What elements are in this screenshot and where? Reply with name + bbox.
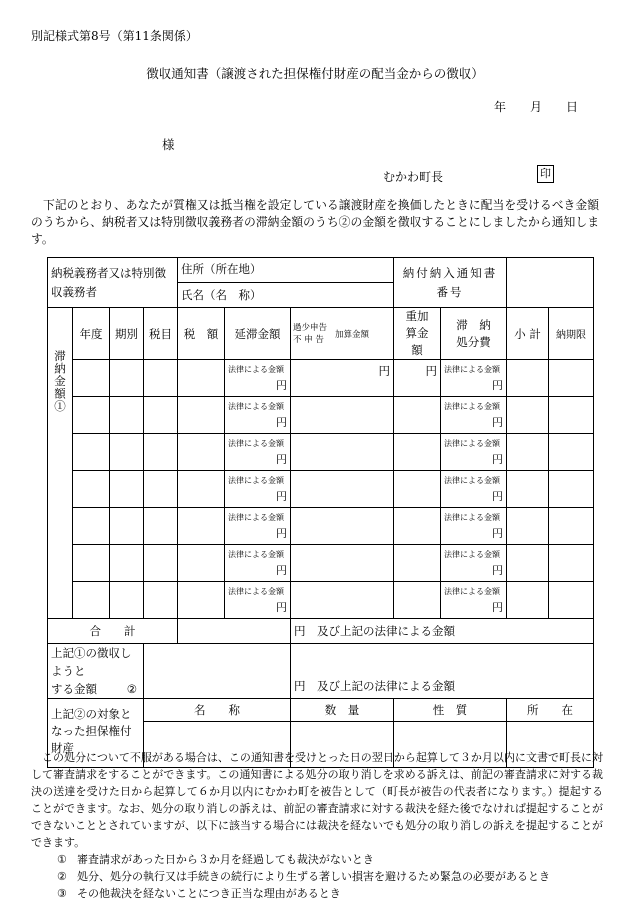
cell-heavy-additional[interactable] [394,545,441,582]
cell-additional[interactable] [291,360,394,397]
cell-late-fee[interactable] [225,434,291,471]
cell-additional[interactable] [291,397,394,434]
cell-tax-amount[interactable] [178,582,225,619]
collect-label-line1: 上記①の徴収しようと [51,646,132,678]
col-disposal-fee-label: 滞 納処分費 [456,317,491,349]
cell-additional[interactable] [291,508,394,545]
legal-amount-note: 法律による金額 [228,512,284,522]
cell-heavy-additional[interactable] [394,397,441,434]
col-collateral-nature: 性 質 [394,699,507,722]
name-label: 氏名（名 称） [181,288,262,302]
col-collateral-qty: 数 量 [291,699,394,722]
cell-deadline[interactable] [549,508,594,545]
taxpayer-label: 納税義務者又は特別徴収義務者 [51,265,166,299]
notes-list [31,851,603,902]
cell-late-fee[interactable] [225,508,291,545]
col-collateral-name: 名 称 [144,699,291,722]
intro-text: 下記のとおり、あなたが質権又は抵当権を設定している譲渡財産を換価したときに配当を受けるべき金額のうちから、納税者又は特別徴収義務者の滞納金額のうち②の金額を徴収することにしましたから通知します。 [31,198,599,246]
yen-unit: 円 [492,563,504,577]
cell-year[interactable] [73,545,110,582]
cell-disposal-fee[interactable] [441,471,507,508]
legal-amount-note: 法律による金額 [444,475,501,485]
notice-no-label-cell [394,258,507,308]
cell-tax-item[interactable] [144,434,178,471]
cell-additional[interactable] [291,471,394,508]
cell-tax-item[interactable] [144,397,178,434]
cell-tax-item[interactable] [144,360,178,397]
legal-amount-note: 法律による金額 [228,475,284,485]
cell-late-fee[interactable] [225,545,291,582]
note-text: その他裁決を経ないことにつき正当な理由があるとき [77,887,341,900]
notes-paragraph: この処分について不服がある場合は、この通知書を受けとった日の翌日から起算して３か月以内に文書で町長に対して審査請求をすることができます。この通知書による処分の取り消しを求める訴えは、前記の審査請求に対する裁決の送達を受けた日から起算して６か月以内にむかわ町を被告として（町長が被告の代表者になります。）提起することができます。なお、処分の取り消しの訴えは、前記の審査請求に対する裁決を経た後でなければ提起することができないこととされていますが、以下に該当する場合には裁決を経ないでも処分の取り消しの訴えを提起することができます。 [31,751,603,849]
yen-unit: 円 [492,526,504,540]
cell-additional[interactable] [291,434,394,471]
list-item [57,851,603,868]
cell-period[interactable] [110,434,144,471]
cell-additional[interactable] [291,545,394,582]
yen-unit: 円 [492,600,504,614]
yen-unit: 円 [276,378,287,392]
total-amount-field[interactable] [178,619,291,644]
legal-amount-note: 法律による金額 [228,549,284,559]
table-row [48,582,594,619]
cell-late-fee[interactable] [225,360,291,397]
notice-no-label: 納付納入通知書番号 [402,265,498,299]
legal-amount-note: 法律による金額 [444,549,501,559]
table-row [48,545,594,582]
col-additional [291,308,394,360]
col-disposal-fee [441,308,507,360]
legal-amount-note: 法律による金額 [444,438,501,448]
note-number: ② [57,870,67,883]
yen-unit: 円 [276,600,287,614]
cell-deadline[interactable] [549,434,594,471]
cell-period[interactable] [110,471,144,508]
notes-section [31,749,603,902]
col-period: 期別 [110,308,144,360]
date-year-label: 年 [494,100,507,114]
col-tax-item: 税目 [144,308,178,360]
cell-tax-amount[interactable] [178,545,225,582]
cell-deadline[interactable] [549,582,594,619]
arrears-table [47,257,594,768]
col-heavy-additional [394,308,441,360]
col-late-fee: 延滞金額 [225,308,291,360]
cell-late-fee[interactable] [225,471,291,508]
yen-unit: 円 [492,489,504,503]
yen-unit: 円 [492,452,504,466]
table-row [48,434,594,471]
cell-late-fee[interactable] [225,397,291,434]
note-text: 審査請求があった日から３か月を経過しても裁決がないとき [77,853,374,866]
cell-subtotal[interactable] [507,471,549,508]
cell-year[interactable] [73,434,110,471]
total-suffix: 円 及び上記の法律による金額 [291,619,594,644]
col-no-report: 不 申 告 [293,334,324,345]
col-collateral-location: 所 在 [507,699,594,722]
cell-deadline[interactable] [549,471,594,508]
col-deadline: 納期限 [549,308,594,360]
cell-subtotal[interactable] [507,508,549,545]
cell-tax-amount[interactable] [178,397,225,434]
yen-unit: 円 [276,415,287,429]
total-label: 合 計 [48,619,178,644]
legal-amount-note: 法律による金額 [444,586,501,596]
legal-amount-note: 法律による金額 [228,586,284,596]
cell-disposal-fee[interactable] [441,582,507,619]
yen-unit: 円 [276,526,287,540]
yen-unit: 円 [276,452,287,466]
note-number: ① [57,853,67,866]
cell-period[interactable] [110,397,144,434]
cell-disposal-fee[interactable] [441,508,507,545]
legal-amount-note: 法律による金額 [228,438,284,448]
collect-label-line2: する金額 [51,682,97,696]
cell-subtotal[interactable] [507,434,549,471]
cell-additional[interactable] [291,582,394,619]
cell-heavy-additional[interactable] [394,508,441,545]
legal-amount-note: 法律による金額 [228,401,284,411]
cell-period[interactable] [110,360,144,397]
arrears-label: 滞納金額① [53,350,67,413]
cell-deadline[interactable] [549,397,594,434]
collect-suffix: 円 及び上記の法律による金額 [291,644,594,699]
yen-unit: 円 [425,364,438,378]
cell-tax-amount[interactable] [178,360,225,397]
cell-deadline[interactable] [549,545,594,582]
list-item [57,885,603,902]
cell-heavy-additional[interactable] [394,434,441,471]
cell-year[interactable] [73,360,110,397]
legal-amount-note: 法律による金額 [444,512,501,522]
col-year: 年度 [73,308,110,360]
legal-amount-note: 法律による金額 [444,364,501,374]
col-heavy-additional-label: 重加算金 額 [405,309,441,357]
seal-mark: 印 [537,165,554,183]
cell-subtotal[interactable] [507,545,549,582]
cell-disposal-fee[interactable] [441,545,507,582]
cell-subtotal[interactable] [507,582,549,619]
collateral-label: 上記②の対象となった担保権付財産 [51,707,132,755]
cell-tax-amount[interactable] [178,471,225,508]
yen-unit: 円 [492,415,504,429]
cell-disposal-fee[interactable] [441,397,507,434]
list-item [57,868,603,885]
date-day-label: 日 [566,100,579,114]
cell-tax-amount[interactable] [178,508,225,545]
cell-tax-item[interactable] [144,545,178,582]
col-tax-amount: 税 額 [178,308,225,360]
cell-subtotal[interactable] [507,360,549,397]
col-additional-amount: 加算金額 [335,329,370,340]
cell-period[interactable] [110,545,144,582]
yen-unit: 円 [492,378,504,392]
document-title: 徴収通知書（譲渡された担保権付財産の配当金からの徴収） [146,66,484,81]
yen-unit: 円 [276,489,287,503]
cell-subtotal[interactable] [507,397,549,434]
collect-mark: ② [126,682,137,696]
cell-tax-item[interactable] [144,508,178,545]
addressee-suffix: 様 [162,137,175,152]
cell-period[interactable] [110,508,144,545]
note-text: 処分、処分の執行又は手続きの続行により生ずる著しい損害を避けるため緊急の必要があるとき [77,870,550,883]
note-number: ③ [57,887,67,900]
date-month-label: 月 [530,100,543,114]
taxpayer-label-cell [48,258,178,308]
arrears-label-cell [48,308,73,619]
table-row [48,360,594,397]
cell-disposal-fee[interactable] [441,360,507,397]
cell-late-fee[interactable] [225,582,291,619]
cell-year[interactable] [73,471,110,508]
cell-period[interactable] [110,582,144,619]
form-label: 別記様式第8号（第11条関係） [31,29,198,43]
cell-tax-amount[interactable] [178,434,225,471]
cell-heavy-additional[interactable] [394,582,441,619]
cell-disposal-fee[interactable] [441,434,507,471]
cell-tax-item[interactable] [144,471,178,508]
cell-year[interactable] [73,397,110,434]
table-row [48,397,594,434]
yen-unit: 円 [378,364,391,378]
address-field[interactable] [178,258,394,283]
cell-tax-item[interactable] [144,582,178,619]
collect-amount-field[interactable] [144,644,291,699]
cell-year[interactable] [73,508,110,545]
legal-amount-note: 法律による金額 [444,401,501,411]
yen-unit: 円 [276,563,287,577]
cell-deadline[interactable] [549,360,594,397]
legal-amount-note: 法律による金額 [228,364,284,374]
table-row [48,508,594,545]
name-field[interactable] [178,283,394,308]
cell-heavy-additional[interactable] [394,471,441,508]
address-label: 住所（所在地） [181,262,262,276]
collect-label-cell [48,644,144,699]
issuer-name: むかわ町長 [383,170,444,184]
col-under-report: 過少申告 [293,322,328,333]
notice-no-field[interactable] [507,258,594,308]
cell-year[interactable] [73,582,110,619]
cell-heavy-additional[interactable] [394,360,441,397]
col-subtotal: 小 計 [507,308,549,360]
table-row [48,471,594,508]
